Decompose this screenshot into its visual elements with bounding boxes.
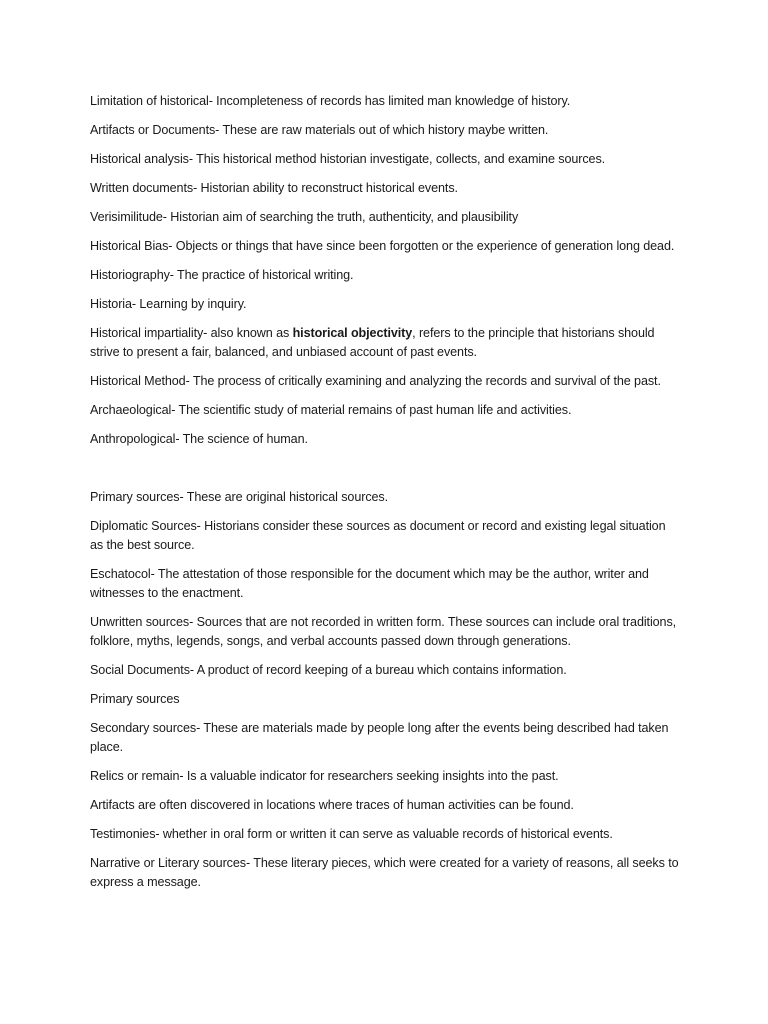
term-historical-analysis: Historical analysis- This historical method historian investigate, collects, and examine sources. — [90, 152, 606, 166]
term-narrative-or-literary-sources: Narrative or Literary sources- These literary pieces, which were created for a variety of reasons, all seeks to express a message. — [90, 856, 679, 889]
term-anthropological: Anthropological- The science of human. — [90, 432, 308, 446]
term-relics-or-remain: Relics or remain- Is a valuable indicator for researchers seeking insights into the past. — [90, 769, 559, 783]
term-secondary-sources: Secondary sources- These are materials made by people long after the events being described had taken place. — [90, 721, 669, 754]
term-historiography: Historiography- The practice of historical writing. — [90, 268, 354, 282]
impartiality-text-after: , refers to the principle that historians should strive to present a fair, balanced, and unbiased account of past events. — [90, 326, 655, 359]
term-unwritten-sources: Unwritten sources- Sources that are not recorded in written form. These sources can include oral traditions, folklore, myths, legends, songs, and verbal accounts passed down through generations. — [90, 615, 677, 648]
term-diplomatic-sources: Diplomatic Sources- Historians consider these sources as document or record and existing legal situation as the best source. — [90, 519, 666, 552]
heading-primary-sources: Primary sources — [90, 692, 180, 706]
term-historia: Historia- Learning by inquiry. — [90, 297, 247, 311]
term-verisimilitude: Verisimilitude- Historian aim of searching the truth, authenticity, and plausibility — [90, 210, 519, 224]
term-artifacts-or-documents: Artifacts or Documents- These are raw materials out of which history maybe written. — [90, 123, 549, 137]
term-social-documents: Social Documents- A product of record keeping of a bureau which contains information. — [90, 663, 567, 677]
impartiality-text-before: Historical impartiality- also known as — [90, 326, 293, 340]
term-artifacts-discovery: Artifacts are often discovered in locations where traces of human activities can be found. — [90, 798, 574, 812]
term-testimonies: Testimonies- whether in oral form or written it can serve as valuable records of historical events. — [90, 827, 613, 841]
term-written-documents: Written documents- Historian ability to reconstruct historical events. — [90, 181, 458, 195]
term-eschatocol: Eschatocol- The attestation of those responsible for the document which may be the author, writer and witnesses to the enactment. — [90, 567, 649, 600]
term-limitation: Limitation of historical- Incompleteness of records has limited man knowledge of history. — [90, 94, 571, 108]
section-spacer — [90, 459, 680, 488]
term-historical-bias: Historical Bias- Objects or things that have since been forgotten or the experience of generation long dead. — [90, 239, 675, 253]
document-page — [90, 92, 680, 902]
term-historical-method: Historical Method- The process of critically examining and analyzing the records and survival of the past. — [90, 374, 661, 388]
term-primary-sources: Primary sources- These are original historical sources. — [90, 490, 389, 504]
term-historical-impartiality — [90, 324, 680, 362]
impartiality-bold-term: historical objectivity — [292, 326, 413, 340]
term-archaeological: Archaeological- The scientific study of material remains of past human life and activities. — [90, 403, 572, 417]
